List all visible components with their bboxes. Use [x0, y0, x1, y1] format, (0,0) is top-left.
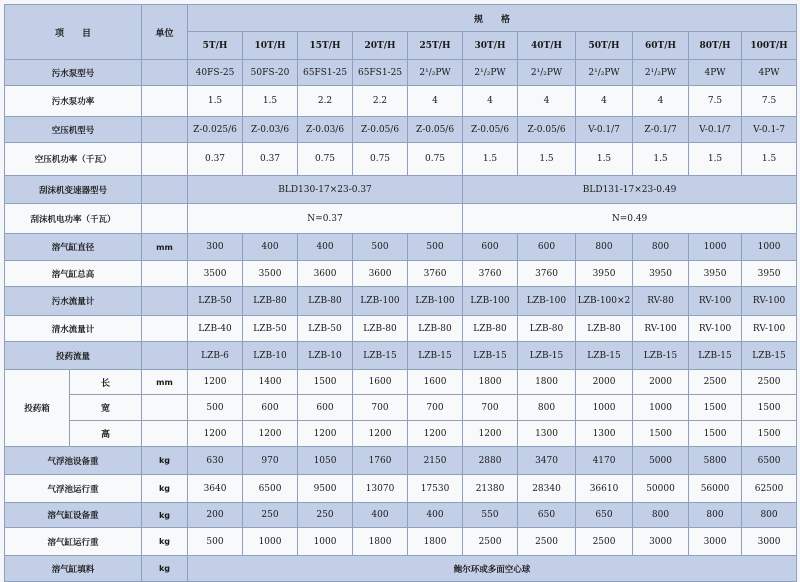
spec-table: [4, 4, 797, 582]
float-equipment-weight-value: 6500: [742, 447, 797, 475]
dosing-box-height-value: 1200: [353, 421, 408, 447]
tank-operating-weight-label: 溶气缸运行重: [5, 528, 142, 556]
compressor-model-value: V-0.1/7: [576, 117, 633, 143]
clean-flowmeter-row: [5, 316, 797, 342]
capacity-header: 5T/H: [188, 32, 243, 60]
pump-model-row: [5, 60, 797, 86]
pump-power-value: 1.5: [243, 86, 298, 117]
tank-diameter-row: [5, 234, 797, 261]
float-equipment-weight-value: 3470: [518, 447, 576, 475]
tank-equipment-weight-row: [5, 503, 797, 528]
pump-power-value: 4: [576, 86, 633, 117]
skimmer-model-right: BLD131-17×23-0.49: [463, 176, 797, 204]
tank-diameter-value: 600: [518, 234, 576, 261]
skimmer-model-unit: [142, 176, 188, 204]
pump-model-value: 50FS-20: [243, 60, 298, 86]
tank-equipment-weight-value: 250: [298, 503, 353, 528]
dosing-box-height-value: 1200: [408, 421, 463, 447]
capacity-header: 50T/H: [576, 32, 633, 60]
dosing-box-width-value: 800: [518, 395, 576, 421]
clean-flowmeter-value: RV-100: [633, 316, 689, 342]
float-operating-weight-value: 50000: [633, 475, 689, 503]
dosing-box-height-value: 1500: [742, 421, 797, 447]
dosing-flow-value: LZB-15: [576, 342, 633, 370]
tank-height-value: 3950: [576, 261, 633, 287]
tank-height-value: 3760: [463, 261, 518, 287]
clean-flowmeter-value: LZB-50: [243, 316, 298, 342]
tank-equipment-weight-value: 650: [518, 503, 576, 528]
compressor-power-value: 1.5: [633, 143, 689, 176]
tank-filler-row: [5, 556, 797, 582]
dosing-box-width-value: 600: [243, 395, 298, 421]
tank-operating-weight-value: 1000: [243, 528, 298, 556]
tank-operating-weight-value: 2500: [463, 528, 518, 556]
dosing-box-length-value: 2500: [689, 370, 742, 395]
dosing-box-width-value: 700: [463, 395, 518, 421]
dosing-box-length-row: [5, 370, 797, 395]
pump-model-value: 4PW: [689, 60, 742, 86]
capacity-header: 30T/H: [463, 32, 518, 60]
clean-flowmeter-label: 清水流量计: [5, 316, 142, 342]
pump-power-value: 2.2: [298, 86, 353, 117]
dosing-box-length-label: 长: [70, 370, 142, 395]
dosing-box-width-row: [5, 395, 797, 421]
dosing-box-width-value: 700: [353, 395, 408, 421]
tank-height-value: 3500: [188, 261, 243, 287]
tank-equipment-weight-value: 200: [188, 503, 243, 528]
dosing-flow-value: LZB-15: [463, 342, 518, 370]
sewage-flowmeter-value: LZB-100: [518, 287, 576, 316]
tank-operating-weight-value: 3000: [689, 528, 742, 556]
compressor-power-unit: [142, 143, 188, 176]
compressor-model-value: Z-0.05/6: [408, 117, 463, 143]
compressor-power-value: 0.75: [408, 143, 463, 176]
compressor-power-label: 空压机功率（千瓦）: [5, 143, 142, 176]
pump-model-value: 2¹/₂PW: [408, 60, 463, 86]
tank-diameter-value: 800: [576, 234, 633, 261]
dosing-box-height-value: 1200: [298, 421, 353, 447]
float-equipment-weight-value: 1050: [298, 447, 353, 475]
float-operating-weight-label: 气浮池运行重: [5, 475, 142, 503]
float-equipment-weight-value: 1760: [353, 447, 408, 475]
tank-operating-weight-value: 1800: [408, 528, 463, 556]
sewage-flowmeter-value: RV-100: [689, 287, 742, 316]
sewage-flowmeter-unit: [142, 287, 188, 316]
tank-equipment-weight-value: 800: [742, 503, 797, 528]
skimmer-power-left: N=0.37: [188, 204, 463, 234]
compressor-model-value: Z-0.1/7: [633, 117, 689, 143]
float-equipment-weight-unit: kg: [142, 447, 188, 475]
dosing-box-width-value: 700: [408, 395, 463, 421]
float-equipment-weight-value: 2880: [463, 447, 518, 475]
float-operating-weight-value: 9500: [298, 475, 353, 503]
clean-flowmeter-value: LZB-80: [576, 316, 633, 342]
dosing-flow-value: LZB-10: [243, 342, 298, 370]
dosing-flow-value: LZB-15: [408, 342, 463, 370]
pump-power-value: 4: [463, 86, 518, 117]
capacity-header: 15T/H: [298, 32, 353, 60]
pump-model-value: 4PW: [742, 60, 797, 86]
compressor-model-value: Z-0.025/6: [188, 117, 243, 143]
compressor-model-value: Z-0.03/6: [298, 117, 353, 143]
pump-model-label: 污水泵型号: [5, 60, 142, 86]
tank-height-value: 3760: [518, 261, 576, 287]
compressor-power-value: 1.5: [463, 143, 518, 176]
header-item: 项 目: [5, 5, 142, 60]
float-operating-weight-value: 3640: [188, 475, 243, 503]
float-operating-weight-value: 28340: [518, 475, 576, 503]
sewage-flowmeter-value: LZB-100×2: [576, 287, 633, 316]
float-operating-weight-value: 36610: [576, 475, 633, 503]
float-equipment-weight-value: 630: [188, 447, 243, 475]
tank-diameter-value: 500: [353, 234, 408, 261]
dosing-box-height-value: 1300: [576, 421, 633, 447]
float-operating-weight-value: 56000: [689, 475, 742, 503]
tank-height-row: [5, 261, 797, 287]
tank-diameter-value: 500: [408, 234, 463, 261]
clean-flowmeter-value: LZB-50: [298, 316, 353, 342]
compressor-model-value: Z-0.05/6: [463, 117, 518, 143]
clean-flowmeter-value: LZB-80: [353, 316, 408, 342]
skimmer-power-right: N=0.49: [463, 204, 797, 234]
float-operating-weight-value: 13070: [353, 475, 408, 503]
tank-equipment-weight-value: 800: [689, 503, 742, 528]
tank-height-value: 3950: [633, 261, 689, 287]
dosing-box-height-label: 高: [70, 421, 142, 447]
pump-power-value: 4: [518, 86, 576, 117]
tank-equipment-weight-value: 650: [576, 503, 633, 528]
compressor-power-value: 0.37: [243, 143, 298, 176]
dosing-box-length-value: 2000: [633, 370, 689, 395]
tank-equipment-weight-value: 400: [353, 503, 408, 528]
pump-power-label: 污水泵功率: [5, 86, 142, 117]
tank-diameter-value: 800: [633, 234, 689, 261]
clean-flowmeter-value: LZB-80: [463, 316, 518, 342]
tank-operating-weight-row: [5, 528, 797, 556]
dosing-flow-value: LZB-15: [633, 342, 689, 370]
float-operating-weight-value: 21380: [463, 475, 518, 503]
tank-height-value: 3760: [408, 261, 463, 287]
capacity-header: 10T/H: [243, 32, 298, 60]
tank-equipment-weight-unit: kg: [142, 503, 188, 528]
dosing-box-length-value: 1800: [518, 370, 576, 395]
sewage-flowmeter-value: RV-80: [633, 287, 689, 316]
dosing-box-height-row: [5, 421, 797, 447]
sewage-flowmeter-value: LZB-100: [353, 287, 408, 316]
dosing-box-length-value: 1400: [243, 370, 298, 395]
tank-diameter-value: 400: [298, 234, 353, 261]
tank-operating-weight-value: 2500: [518, 528, 576, 556]
float-equipment-weight-row: [5, 447, 797, 475]
dosing-flow-value: LZB-6: [188, 342, 243, 370]
float-operating-weight-unit: kg: [142, 475, 188, 503]
dosing-box-length-value: 1200: [188, 370, 243, 395]
tank-height-unit: [142, 261, 188, 287]
tank-diameter-value: 1000: [689, 234, 742, 261]
compressor-model-value: Z-0.05/6: [518, 117, 576, 143]
float-equipment-weight-value: 4170: [576, 447, 633, 475]
dosing-box-height-value: 1200: [243, 421, 298, 447]
compressor-power-value: 1.5: [742, 143, 797, 176]
dosing-box-height-value: 1500: [689, 421, 742, 447]
capacity-header: 40T/H: [518, 32, 576, 60]
dosing-box-width-value: 1000: [633, 395, 689, 421]
compressor-model-label: 空压机型号: [5, 117, 142, 143]
sewage-flowmeter-label: 污水流量计: [5, 287, 142, 316]
clean-flowmeter-value: RV-100: [689, 316, 742, 342]
capacity-header: 60T/H: [633, 32, 689, 60]
dosing-flow-value: LZB-10: [298, 342, 353, 370]
dosing-box-width-value: 1000: [576, 395, 633, 421]
tank-diameter-unit: mm: [142, 234, 188, 261]
dosing-box-length-value: 1600: [408, 370, 463, 395]
capacity-header: 100T/H: [742, 32, 797, 60]
float-operating-weight-value: 62500: [742, 475, 797, 503]
compressor-model-value: Z-0.05/6: [353, 117, 408, 143]
tank-equipment-weight-value: 800: [633, 503, 689, 528]
tank-equipment-weight-value: 550: [463, 503, 518, 528]
compressor-power-value: 0.37: [188, 143, 243, 176]
pump-power-value: 2.2: [353, 86, 408, 117]
tank-height-value: 3500: [243, 261, 298, 287]
dosing-box-length-value: 2000: [576, 370, 633, 395]
dosing-flow-label: 投药流量: [5, 342, 142, 370]
pump-model-value: 65FS1-25: [353, 60, 408, 86]
tank-diameter-value: 400: [243, 234, 298, 261]
pump-model-value: 65FS1-25: [298, 60, 353, 86]
sewage-flowmeter-value: LZB-80: [243, 287, 298, 316]
dosing-flow-value: LZB-15: [518, 342, 576, 370]
skimmer-power-label: 刮沫机电功率（千瓦）: [5, 204, 142, 234]
dosing-box-length-value: 1500: [298, 370, 353, 395]
skimmer-model-row: [5, 176, 797, 204]
tank-diameter-value: 600: [463, 234, 518, 261]
pump-power-unit: [142, 86, 188, 117]
compressor-power-value: 0.75: [298, 143, 353, 176]
sewage-flowmeter-value: LZB-100: [408, 287, 463, 316]
clean-flowmeter-value: RV-100: [742, 316, 797, 342]
dosing-box-length-value: 1600: [353, 370, 408, 395]
compressor-power-row: [5, 143, 797, 176]
compressor-power-value: 0.75: [353, 143, 408, 176]
tank-equipment-weight-value: 400: [408, 503, 463, 528]
sewage-flowmeter-value: RV-100: [742, 287, 797, 316]
tank-operating-weight-value: 3000: [742, 528, 797, 556]
skimmer-power-row: [5, 204, 797, 234]
sewage-flowmeter-row: [5, 287, 797, 316]
compressor-model-value: V-0.1-7: [742, 117, 797, 143]
dosing-box-height-unit: [142, 421, 188, 447]
dosing-flow-value: LZB-15: [689, 342, 742, 370]
dosing-box-height-value: 1500: [633, 421, 689, 447]
tank-height-label: 溶气缸总高: [5, 261, 142, 287]
tank-diameter-value: 300: [188, 234, 243, 261]
pump-power-value: 7.5: [689, 86, 742, 117]
dosing-box-width-value: 1500: [742, 395, 797, 421]
clean-flowmeter-value: LZB-80: [518, 316, 576, 342]
compressor-model-value: Z-0.03/6: [243, 117, 298, 143]
tank-operating-weight-unit: kg: [142, 528, 188, 556]
pump-power-row: [5, 86, 797, 117]
skimmer-model-left: BLD130-17×23-0.37: [188, 176, 463, 204]
dosing-box-width-value: 600: [298, 395, 353, 421]
float-operating-weight-value: 17530: [408, 475, 463, 503]
capacity-header: 80T/H: [689, 32, 742, 60]
tank-operating-weight-value: 500: [188, 528, 243, 556]
dosing-flow-value: LZB-15: [742, 342, 797, 370]
dosing-box-length-value: 2500: [742, 370, 797, 395]
pump-power-value: 1.5: [188, 86, 243, 117]
pump-power-value: 7.5: [742, 86, 797, 117]
pump-power-value: 4: [633, 86, 689, 117]
pump-model-value: 2¹/₂PW: [518, 60, 576, 86]
float-equipment-weight-value: 5000: [633, 447, 689, 475]
tank-operating-weight-value: 3000: [633, 528, 689, 556]
clean-flowmeter-value: LZB-40: [188, 316, 243, 342]
capacity-header: 20T/H: [353, 32, 408, 60]
float-operating-weight-row: [5, 475, 797, 503]
tank-equipment-weight-value: 250: [243, 503, 298, 528]
tank-filler-label: 溶气缸填料: [5, 556, 142, 582]
dosing-box-width-unit: [142, 395, 188, 421]
pump-model-value: 2¹/₂PW: [463, 60, 518, 86]
compressor-power-value: 1.5: [576, 143, 633, 176]
pump-power-value: 4: [408, 86, 463, 117]
dosing-box-height-value: 1200: [188, 421, 243, 447]
clean-flowmeter-value: LZB-80: [408, 316, 463, 342]
float-equipment-weight-value: 5800: [689, 447, 742, 475]
tank-diameter-label: 溶气缸直径: [5, 234, 142, 261]
skimmer-power-unit: [142, 204, 188, 234]
float-equipment-weight-value: 970: [243, 447, 298, 475]
pump-model-value: 2¹/₂PW: [633, 60, 689, 86]
float-equipment-weight-label: 气浮池设备重: [5, 447, 142, 475]
dosing-box-height-value: 1200: [463, 421, 518, 447]
float-equipment-weight-value: 2150: [408, 447, 463, 475]
dosing-box-width-label: 宽: [70, 395, 142, 421]
tank-filler-unit: kg: [142, 556, 188, 582]
dosing-flow-unit: [142, 342, 188, 370]
compressor-model-row: [5, 117, 797, 143]
dosing-box-width-value: 500: [188, 395, 243, 421]
pump-model-value: 2¹/₂PW: [576, 60, 633, 86]
tank-operating-weight-value: 1800: [353, 528, 408, 556]
tank-height-value: 3950: [689, 261, 742, 287]
sewage-flowmeter-value: LZB-80: [298, 287, 353, 316]
compressor-power-value: 1.5: [518, 143, 576, 176]
header-unit: 单位: [142, 5, 188, 60]
float-operating-weight-value: 6500: [243, 475, 298, 503]
pump-model-unit: [142, 60, 188, 86]
tank-filler-value: 鲍尔环或多面空心球: [188, 556, 797, 582]
header-spec: 规 格: [188, 5, 797, 32]
dosing-flow-row: [5, 342, 797, 370]
tank-height-value: 3950: [742, 261, 797, 287]
dosing-box-length-value: 1800: [463, 370, 518, 395]
dosing-box-label: 投药箱: [5, 370, 70, 447]
tank-operating-weight-value: 2500: [576, 528, 633, 556]
tank-equipment-weight-label: 溶气缸设备重: [5, 503, 142, 528]
compressor-power-value: 1.5: [689, 143, 742, 176]
sewage-flowmeter-value: LZB-50: [188, 287, 243, 316]
tank-diameter-value: 1000: [742, 234, 797, 261]
dosing-box-unit: mm: [142, 370, 188, 395]
dosing-box-width-value: 1500: [689, 395, 742, 421]
sewage-flowmeter-value: LZB-100: [463, 287, 518, 316]
dosing-box-height-value: 1300: [518, 421, 576, 447]
tank-height-value: 3600: [298, 261, 353, 287]
skimmer-model-label: 刮沫机变速器型号: [5, 176, 142, 204]
compressor-model-unit: [142, 117, 188, 143]
tank-operating-weight-value: 1000: [298, 528, 353, 556]
pump-model-value: 40FS-25: [188, 60, 243, 86]
compressor-model-value: V-0.1/7: [689, 117, 742, 143]
capacity-header: 25T/H: [408, 32, 463, 60]
tank-height-value: 3600: [353, 261, 408, 287]
dosing-flow-value: LZB-15: [353, 342, 408, 370]
header-row-1: [5, 5, 797, 32]
clean-flowmeter-unit: [142, 316, 188, 342]
